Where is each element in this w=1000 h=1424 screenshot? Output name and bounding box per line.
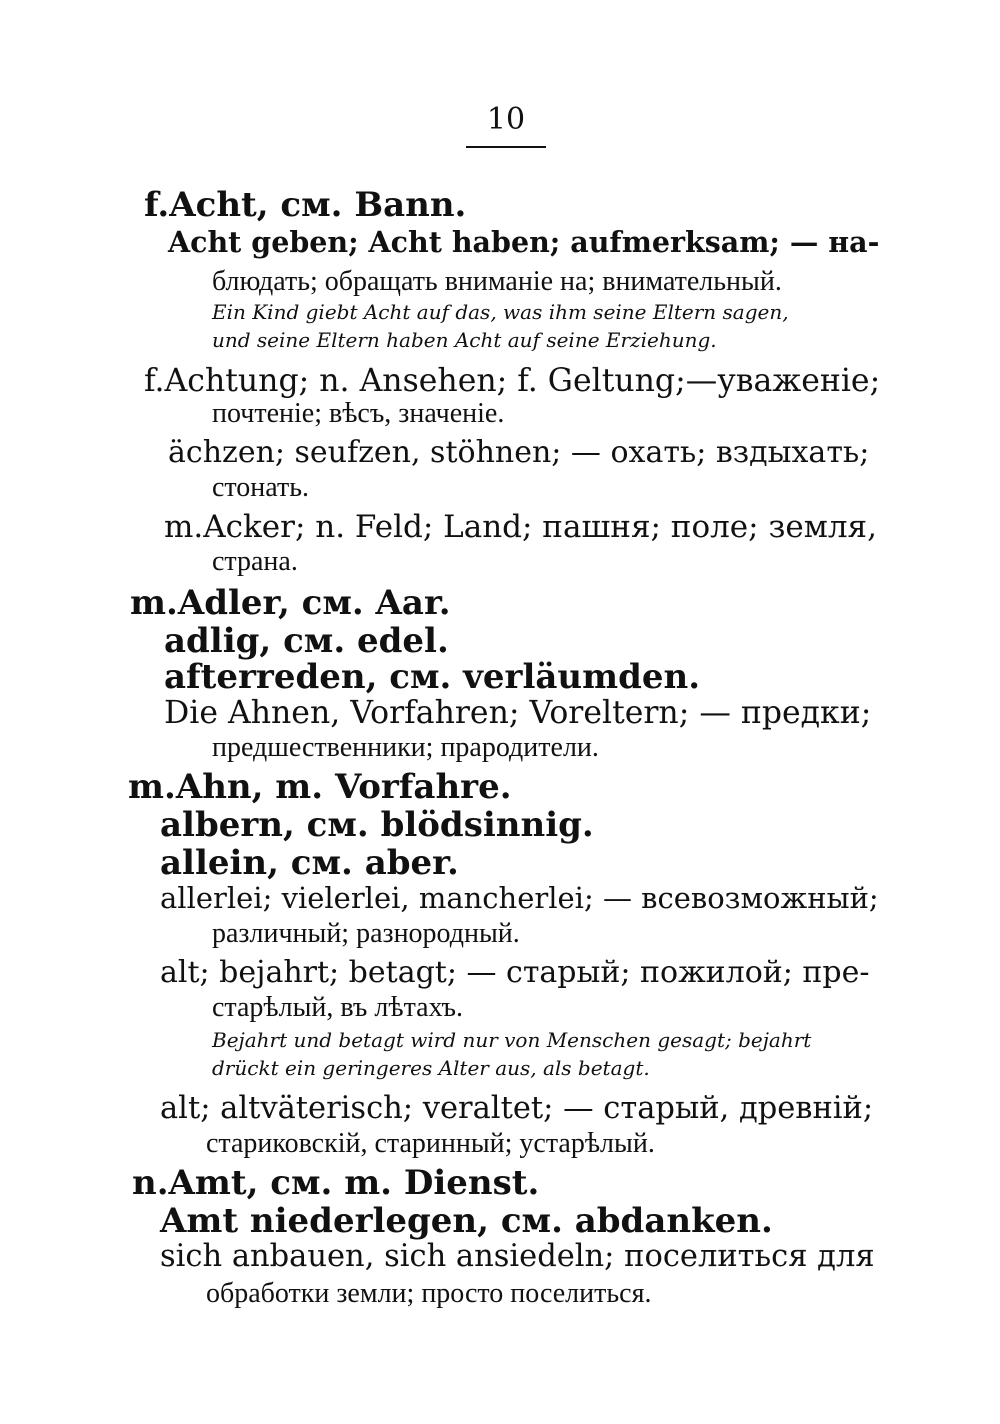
example-line: und seine Eltern haben Acht auf seine Erziehung.: [212, 328, 717, 352]
entry-line: allein, см. aber.: [160, 843, 459, 883]
entry-line: обработки земли; просто поселиться.: [206, 1278, 652, 1309]
entry-line: блюдать; обращать вниманіе на; внимательный.: [212, 266, 782, 297]
page-number: 10: [486, 102, 526, 137]
entry-line: allerlei; vielerlei, mancherlei; — всевозможный;: [160, 881, 879, 915]
entry-line: afterreden, см. verläumden.: [164, 657, 701, 697]
entry-line: стонать.: [212, 472, 309, 503]
entry-line: стариковскій, старинный; устарѣлый.: [206, 1128, 655, 1159]
entry-line: alt; bejahrt; betagt; — старый; пожилой; пре-: [160, 955, 870, 990]
example-line: Bejahrt und betagt wird nur von Menschen gesagt; bejahrt: [212, 1028, 812, 1052]
entry-line: f.Achtung; n. Ansehen; f. Geltung;—уваженіе;: [144, 363, 881, 399]
entry-line: n.Amt, см. m. Dienst.: [132, 1163, 540, 1203]
entry-line: adlig, см. edel.: [164, 621, 449, 661]
entry-line: Amt niederlegen, см. abdanken.: [160, 1201, 773, 1241]
entry-line: sich anbauen, sich ansiedeln; поселиться для: [160, 1239, 875, 1274]
entry-line: почтеніе; вѣсъ, значеніе.: [212, 398, 505, 429]
entry-line: ächzen; seufzen, stöhnen; — охать; вздыхать;: [168, 435, 870, 470]
entry-line: m.Ahn, m. Vorfahre.: [128, 767, 512, 807]
entry-line: различный; разнородный.: [212, 918, 520, 949]
entry-line: m.Adler, см. Aar.: [130, 583, 451, 623]
example-line: Ein Kind giebt Acht auf das, was ihm seine Eltern sagen,: [212, 300, 789, 324]
entry-line: предшественники; прародители.: [212, 732, 599, 763]
entry-line: Acht geben; Acht haben; aufmerksam; — на-: [168, 225, 880, 259]
page-number-rule: [466, 146, 546, 148]
entry-line: m.Acker; n. Feld; Land; пашня; поле; земля,: [164, 509, 877, 545]
entry-line: f.Acht, см. Bann.: [144, 185, 467, 225]
entry-line: страна.: [212, 546, 298, 577]
entry-line: старѣлый, въ лѣтахъ.: [212, 992, 464, 1023]
entry-line: alt; altväterisch; veraltet; — старый, древній;: [160, 1091, 874, 1126]
entry-line: albern, см. blödsinnig.: [160, 805, 594, 845]
entry-line: Die Ahnen, Vorfahren; Voreltern; — предки;: [164, 695, 872, 731]
example-line: drückt ein geringeres Alter aus, als betagt.: [212, 1056, 650, 1080]
